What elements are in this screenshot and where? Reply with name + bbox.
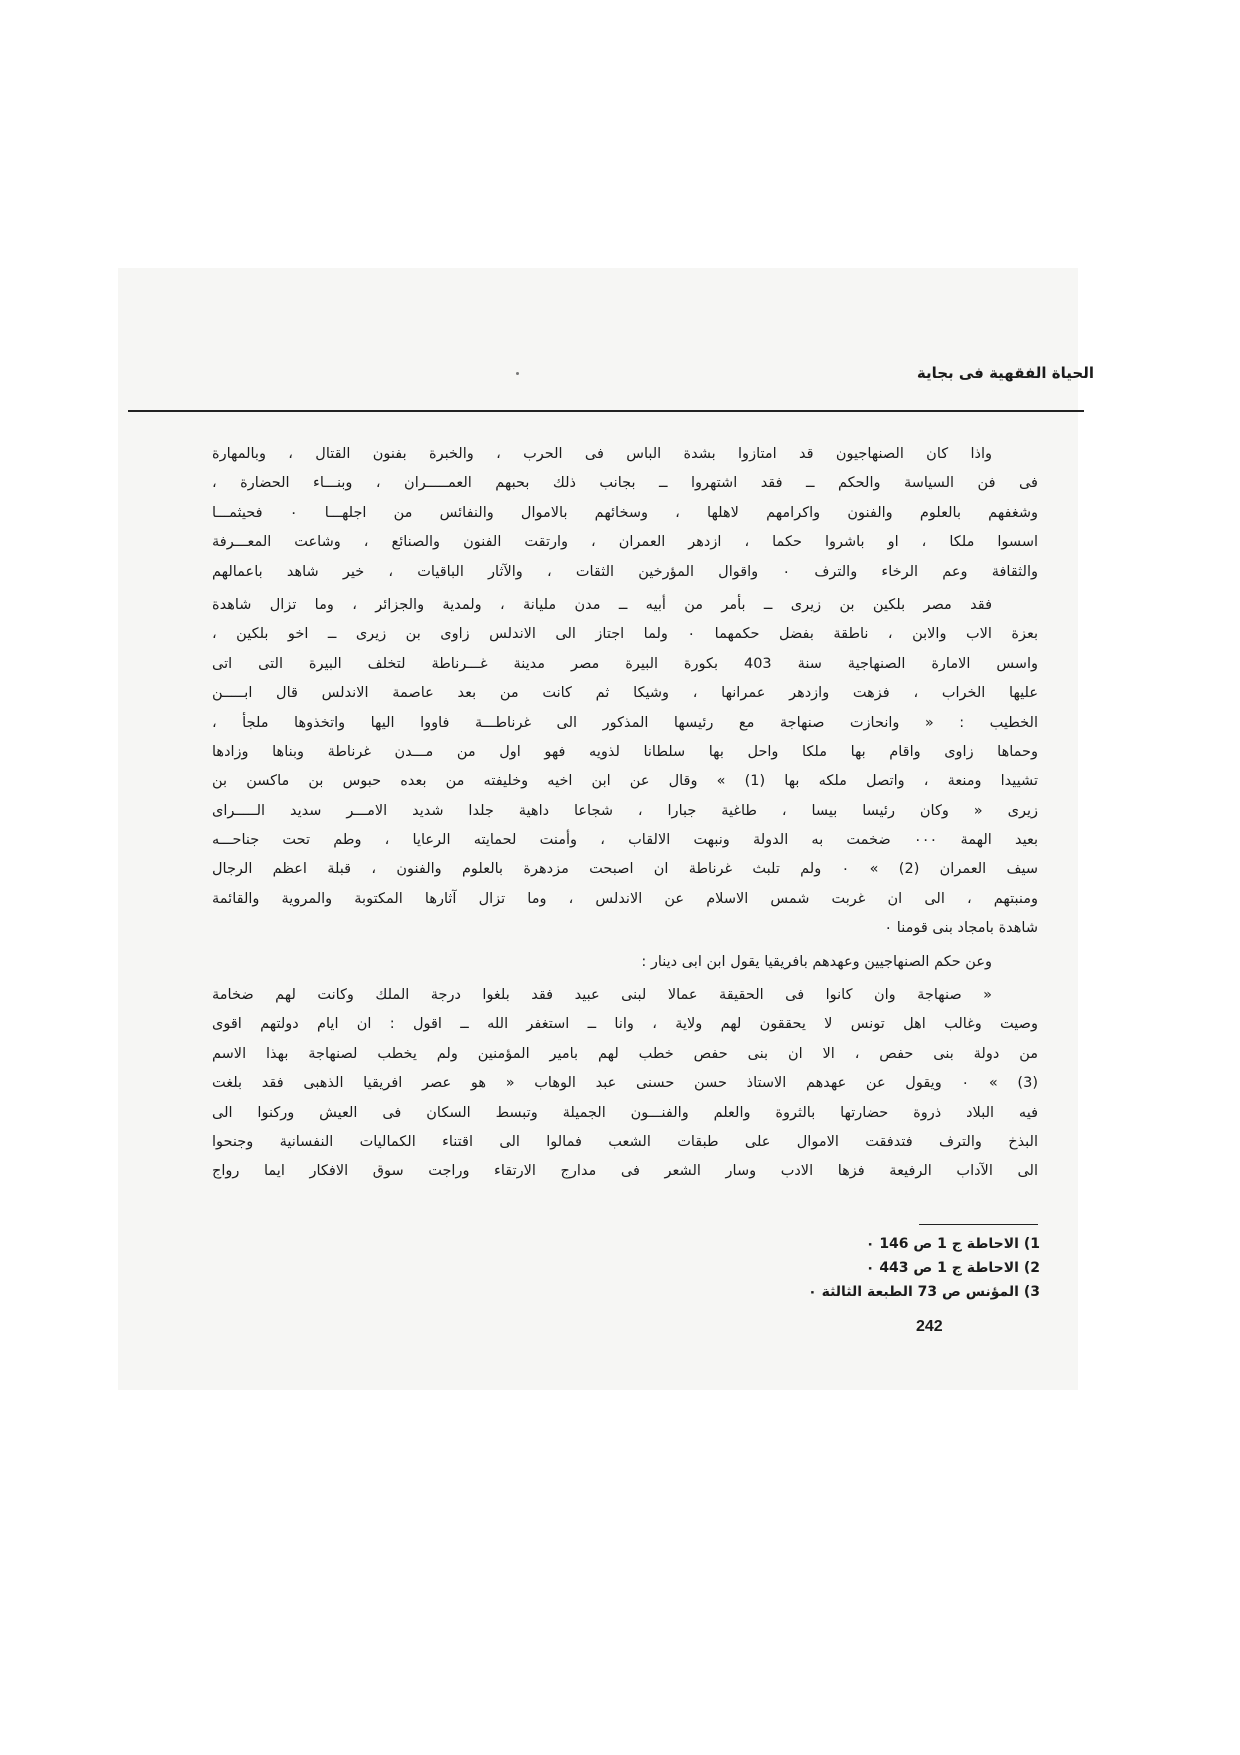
- text-line: « صنهاجة وان كانوا فى الحقيقة عمالا لبنى عبيد فقد بلغوا درجة الملك وكانت لهم ضخامة: [212, 987, 992, 1004]
- body-text: [212, 440, 1038, 1187]
- text-line: زيرى « وكان رئيسا بيسا ، طاغية جبارا ، شجاعا داهية جلدا شديد الامـــر سديد الـــــراى: [212, 802, 1038, 819]
- text-line: الخطيب : « وانحازت صنهاجة مع رئيسها المذكور الى غرناطـــة فاووا اليها واتخذوها ملجأ ،: [212, 714, 1038, 731]
- footnote: 2) الاحاطة ج 1 ص 443 ٠: [865, 1260, 1040, 1276]
- text-line: عليها الخراب ، فزهت وازدهر عمرانها ، وشيكا ثم كانت من بعد عاصمة الاندلس قال ابـــــن: [212, 685, 1038, 702]
- text-line: وصيت وغالب اهل تونس لا يحققون لهم ولاية ، وانا ــ استغفر الله ــ اقول : ان ايام دولتهم اقوى: [212, 1016, 1038, 1033]
- text-line: اسسوا ملكا ، او باشروا حكما ، ازدهر العمران ، وارتقت الفنون والصنائع ، وشاعت المعـــرفة: [212, 534, 1038, 551]
- text-line: فى فن السياسة والحكم ــ فقد اشتهروا ــ بجانب ذلك بحبهم العمـــــران ، وبنـــاء الحضارة ،: [212, 475, 1038, 492]
- text-line: والثقافة وعم الرخاء والترف ٠ واقوال المؤرخين الثقات ، والآثار الباقيات ، خير شاهد باعمالهم: [212, 563, 1038, 580]
- text-line: (3) » ٠ ويقول عن عهدهم الاستاذ حسن حسنى عبد الوهاب « هو عصر افريقيا الذهبى فقد بلغت: [212, 1075, 1038, 1092]
- text-line: من دولة بنى حفص ، الا ان بنى حفص خطب لهم بامير المؤمنين ولم يخطب لصنهاجة بهذا الاسم: [212, 1045, 1038, 1062]
- running-header: الحياة الفقهية فى بجاية: [916, 364, 1094, 382]
- header-rule: [128, 410, 1084, 412]
- header-dot: [516, 372, 519, 375]
- text-line: ومنبتهم ، الى ان غربت شمس الاسلام عن الاندلس ، وما تزال آثارها المكتوبة والمروية والقائمة: [212, 890, 1038, 907]
- text-line: بعزة الاب والابن ، ناطقة بفضل حكمهما ٠ ولما اجتاز الى الاندلس زاوى بن زيرى ــ اخو بلكين ،: [212, 626, 1038, 643]
- text-line: فقد مصر بلكين بن زيرى ــ بأمر من أبيه ــ مدن مليانة ، ولمدية والجزائر ، وما تزال شاهدة: [212, 596, 992, 613]
- page-number: 242: [916, 1318, 943, 1335]
- footnote: 3) المؤنس ص 73 الطبعة الثالثة ٠: [808, 1284, 1040, 1300]
- text-line: سيف العمران (2) » ٠ ولم تلبث غرناطة ان اصبحت مزدهرة بالعلوم والفنون ، قبلة اعظم الرجال: [212, 861, 1038, 878]
- footnote: 1) الاحاطة ج 1 ص 146 ٠: [865, 1236, 1040, 1252]
- text-line: الى الآداب الرفيعة فزها الادب وسار الشعر فى مدارج الارتقاء وراجت سوق الافكار ايما رواج: [212, 1163, 1038, 1180]
- text-line: وشغفهم بالعلوم والفنون واكرامهم لاهلها ، وسخائهم بالاموال والنفائس من اجلهـــا ٠ فحيثمـــا: [212, 504, 1038, 521]
- text-line: فيه البلاد ذروة حضارتها بالثروة والعلم والفنـــون الجميلة وتبسط السكان فى العيش وركنوا الى: [212, 1104, 1038, 1121]
- text-line: شاهدة بامجاد بنى قومنا ٠: [884, 920, 1038, 937]
- text-line: تشييدا ومنعة ، واتصل ملكه بها (1) » وقال عن ابن اخيه وخليفته من بعده حبوس بن ماكسن بن: [212, 773, 1038, 790]
- text-line: وعن حكم الصنهاجيين وعهدهم بافريقيا يقول ابن ابى دينار :: [641, 953, 992, 970]
- text-line: بعيد الهمة ٠٠٠ ضخمت به الدولة ونبهت الالقاب ، وأمنت لحمايته الرعايا ، وطم تحت جناحـــه: [212, 832, 1038, 849]
- footnotes: [808, 1232, 1040, 1304]
- footnote-rule: [919, 1224, 1038, 1225]
- text-line: واسس الامارة الصنهاجية سنة 403 بكورة البيرة مصر مدينة غـــرناطة لتخلف البيرة التى اتى: [212, 655, 1038, 672]
- text-line: واذا كان الصنهاجيون قد امتازوا بشدة الباس فى الحرب ، والخبرة بفنون القتال ، وبالمهارة: [212, 446, 992, 462]
- text-line: وحماها زاوى واقام بها ملكا واحل بها سلطانا لذويه فهو اول من مـــدن غرناطة وبناها وزادها: [212, 743, 1038, 760]
- text-line: البذخ والترف فتدفقت الاموال على طبقات الشعب فمالوا الى اقتناء الكماليات النفسانية وجنحوا: [212, 1133, 1038, 1150]
